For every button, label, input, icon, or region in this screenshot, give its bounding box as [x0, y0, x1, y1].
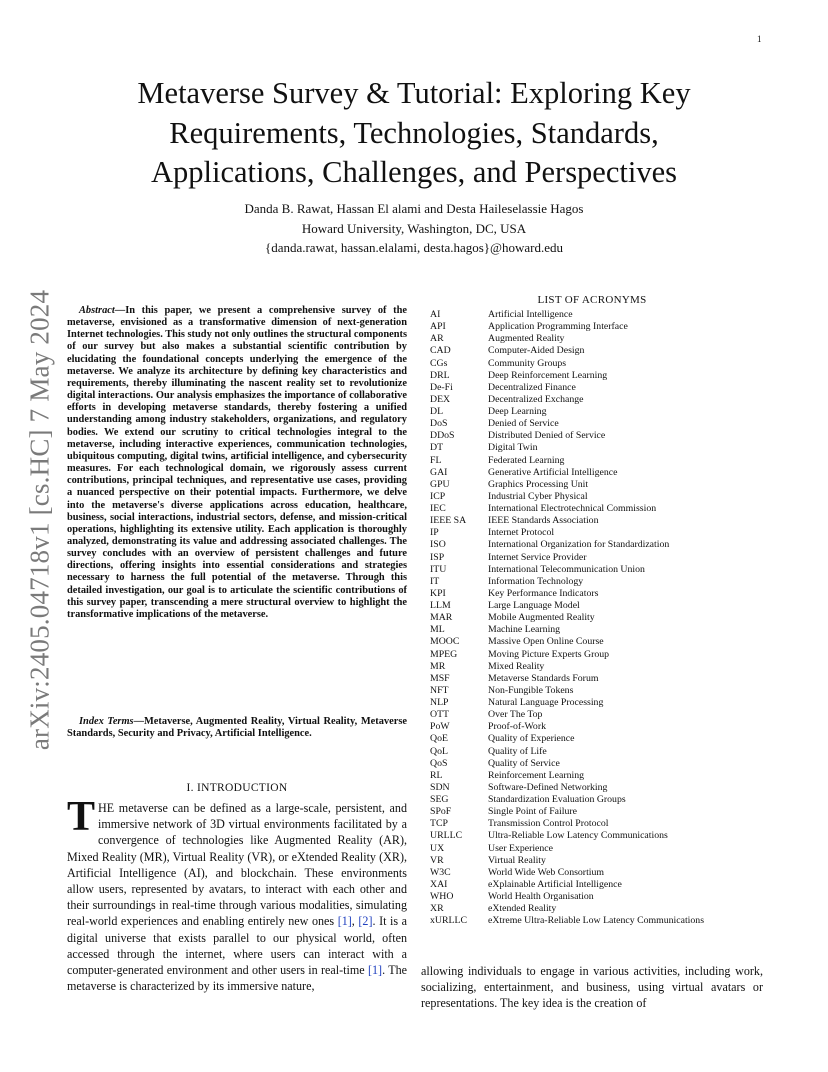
acronym-definition: Mobile Augmented Reality: [488, 612, 595, 624]
acronym-abbreviation: SEG: [430, 794, 449, 805]
acronym-definition: Information Technology: [488, 575, 584, 587]
acronym-abbreviation: XAI: [430, 878, 448, 890]
acronym-abbreviation: NLP: [430, 697, 449, 708]
acronym-abbreviation: AI: [430, 309, 441, 320]
acronym-definition: Moving Picture Experts Group: [488, 648, 610, 660]
acronym-list: [430, 309, 770, 927]
acronym-definition: IEEE Standards Association: [488, 515, 599, 527]
acronym-definition: eXtreme Ultra-Reliable Low Latency Communications: [488, 915, 705, 927]
acronym-definition: Quality of Service: [488, 757, 560, 769]
acronym-abbreviation: IP: [430, 527, 439, 539]
acronym-definition: Mixed Reality: [488, 660, 545, 672]
acronym-entry: [430, 503, 770, 515]
citation-link[interactable]: [1]: [337, 914, 352, 929]
acronym-abbreviation: W3C: [430, 866, 451, 878]
acronym-abbreviation: DL: [430, 406, 444, 417]
acronym-entry: [430, 576, 770, 588]
acronym-definition: Massive Open Online Course: [488, 636, 604, 648]
acronym-definition: World Wide Web Consortium: [488, 866, 605, 878]
acronym-entry: [430, 333, 770, 345]
acronym-entry: [430, 709, 770, 721]
acronym-entry: [430, 309, 770, 321]
acronym-entry: [430, 867, 770, 879]
acronym-abbreviation: xURLLC: [430, 915, 468, 927]
acronym-definition: Internet Protocol: [488, 527, 555, 539]
acronym-abbreviation: IEC: [430, 503, 446, 514]
acronym-abbreviation: PoW: [430, 721, 450, 733]
acronym-abbreviation: DT: [430, 442, 444, 454]
acronym-definition: Reinforcement Learning: [488, 769, 585, 781]
acronym-abbreviation: API: [430, 321, 446, 333]
acronym-definition: Large Language Model: [488, 600, 580, 611]
acronym-entry: [430, 830, 770, 842]
acronym-abbreviation: MPEG: [430, 648, 458, 660]
acronym-abbreviation: VR: [430, 854, 444, 866]
acronym-abbreviation: DRL: [430, 369, 450, 381]
acronym-abbreviation: ICP: [430, 490, 446, 502]
paper-title: [80, 74, 748, 193]
acronym-definition: Non-Fungible Tokens: [488, 684, 574, 696]
acronym-entry: [430, 527, 770, 539]
acronym-abbreviation: MOOC: [430, 636, 460, 648]
acronym-entry: [430, 746, 770, 758]
acronym-definition: Federated Learning: [488, 454, 565, 466]
acronym-definition: International Telecommunication Union: [488, 563, 645, 575]
acronym-abbreviation: TCP: [430, 818, 448, 830]
acronym-abbreviation: XR: [430, 903, 444, 915]
acronym-entry: [430, 491, 770, 503]
page-number: 1: [757, 34, 762, 44]
author-affiliation: Howard University, Washington, DC, USA: [301, 220, 527, 236]
acronym-abbreviation: SPoF: [430, 806, 452, 818]
acronym-entry: [430, 770, 770, 782]
citation-link[interactable]: [2]: [358, 914, 373, 929]
acronym-entry: [430, 855, 770, 867]
acronym-abbreviation: AR: [430, 333, 444, 345]
title-line: Metaverse Survey & Tutorial: Exploring Key: [137, 76, 691, 110]
acronym-abbreviation: ISP: [430, 551, 445, 563]
intro-text: . The metaverse is characterized by its immersive nature,: [67, 963, 407, 994]
drop-cap: T: [67, 794, 96, 840]
acronym-abbreviation: QoL: [430, 745, 448, 757]
introduction-paragraph: [67, 794, 407, 994]
acronym-definition: International Organization for Standardization: [488, 539, 670, 551]
index-terms-label: Index Terms: [79, 716, 134, 727]
acronym-definition: eXtended Reality: [488, 903, 557, 915]
acronym-entry: [430, 418, 770, 430]
acronym-definition: Augmented Reality: [488, 333, 565, 345]
acronym-definition: Graphics Processing Unit: [488, 478, 589, 490]
right-column-paragraph: allowing individuals to engage in various activities, including work, socializing, entertainment, and business, using virtual avatars or representations. The key idea is the creation of: [421, 964, 763, 1011]
acronym-abbreviation: LLM: [430, 600, 451, 611]
acronym-abbreviation: CAD: [430, 345, 451, 357]
acronym-abbreviation: DEX: [430, 393, 451, 405]
acronym-entry: [430, 782, 770, 794]
index-terms: [67, 716, 407, 740]
acronym-entry: [430, 358, 770, 370]
acronym-definition: Deep Reinforcement Learning: [488, 369, 608, 381]
acronym-entry: [430, 382, 770, 394]
acronym-entry: [430, 406, 770, 418]
acronym-entry: [430, 721, 770, 733]
acronym-definition: Natural Language Processing: [488, 697, 604, 708]
acronym-definition: Generative Artificial Intelligence: [488, 466, 618, 478]
acronym-abbreviation: IEEE SA: [430, 515, 467, 527]
acronym-definition: Proof-of-Work: [488, 721, 546, 733]
acronym-abbreviation: UX: [430, 842, 445, 854]
acronym-entry: [430, 733, 770, 745]
acronym-definition: Quality of Experience: [488, 733, 575, 745]
acronym-abbreviation: NFT: [430, 684, 449, 696]
intro-text: . It is a digital universe that exists parallel to our physical world, often accessed through the internet, where users can interact with a computer-generated environment and other users in real-time: [67, 914, 407, 978]
acronym-definition: Deep Learning: [488, 406, 547, 417]
acronym-abbreviation: GPU: [430, 478, 450, 490]
acronym-abbreviation: QoE: [430, 733, 448, 745]
acronym-abbreviation: KPI: [430, 587, 446, 599]
abstract: [67, 305, 407, 621]
acronym-abbreviation: DDoS: [430, 430, 455, 442]
acronym-abbreviation: SDN: [430, 781, 450, 793]
acronym-definition: Artificial Intelligence: [488, 309, 573, 320]
acronym-abbreviation: WHO: [430, 891, 454, 902]
acronym-entry: [430, 430, 770, 442]
acronym-definition: User Experience: [488, 842, 554, 854]
acronym-definition: Decentralized Exchange: [488, 393, 584, 405]
abstract-text: —In this paper, we present a comprehensive survey of the metaverse, envisioned as a transformative dimension of next-generation Internet technologies. This study not only outlines the structural components of our survey but also makes a substantial scientific contribution by elucidating the foundational concepts underlying the emergence of the metaverse. We analyze its architecture by defining key characteristics and requirements, thereby illuminating the nascent reality set to revolutionize digital interactions. Our analysis emphasizes the importance of collaborative efforts in developing metaverse standards, thereby fostering a unified understanding among industry stakeholders, organizations, and regulatory bodies. We extend our scrutiny to critical technologies integral to the metaverse, including interactive experiences, communication technologies, ubiquitous computing, digital twins, artificial intelligence, and cybersecurity measures. For each technological domain, we rigorously assess current contributions, principal techniques, and representative use cases, providing a nuanced perspective on their potential impacts. Furthermore, we delve into the metaverse's diverse applications across education, healthcare, business, social interactions, industrial sectors, defense, and mission-critical operations, highlighting its extensive utility. Each application is thoroughly analyzed, demonstrating its value and addressing associated challenges. The survey concludes with an overview of persistent challenges and future directions, offering insights into essential considerations and strategies necessary to harness the full potential of the metaverse. Through this detailed investigation, our goal is to articulate the scientific contributions of this survey paper, transcending a mere structural overview to highlight the transformative implications of the metaverse.: [67, 305, 407, 620]
acronym-entry: [430, 891, 770, 903]
acronym-entry: [430, 673, 770, 685]
acronym-entry: [430, 915, 770, 927]
acronym-entry: [430, 588, 770, 600]
acronym-entry: [430, 321, 770, 333]
acronym-abbreviation: QoS: [430, 757, 448, 769]
acronym-definition: eXplainable Artificial Intelligence: [488, 878, 622, 890]
intro-text: HE metaverse can be defined as a large-scale, persistent, and immersive network of 3D virtual environments facilitated by a convergence of technologies like Augmented Reality (AR), Mixed Reality (MR), Virtual Reality (VR), or eXtended Reality (XR), Artificial Intelligence (AI), and blockchain. These environments allow users, represented by avatars, to interact with each other and their surroundings in real-time through various modalities, simulating real-world experiences and enabling entirely new ones: [67, 801, 407, 929]
acronym-abbreviation: De-Fi: [430, 381, 453, 393]
acronym-entry: [430, 636, 770, 648]
acronym-definition: Metaverse Standards Forum: [488, 672, 599, 684]
acronym-entry: [430, 661, 770, 673]
acronym-abbreviation: URLLC: [430, 830, 463, 842]
acronym-definition: Application Programming Interface: [488, 321, 628, 333]
acronyms-heading: LIST OF ACRONYMS: [537, 294, 647, 306]
acronym-abbreviation: IT: [430, 575, 440, 587]
acronym-definition: Decentralized Finance: [488, 381, 576, 393]
acronym-definition: Ultra-Reliable Low Latency Communications: [488, 830, 668, 842]
acronym-definition: Quality of Life: [488, 745, 547, 757]
acronym-definition: World Health Organisation: [488, 891, 594, 902]
acronym-entry: [430, 552, 770, 564]
acronym-entry: [430, 370, 770, 382]
author-emails: {danda.rawat, hassan.elalami, desta.hagos}@howard.edu: [264, 240, 564, 255]
title-line: Requirements, Technologies, Standards,: [169, 115, 659, 150]
acronym-entry: [430, 600, 770, 612]
acronym-entry: [430, 879, 770, 891]
section-heading-introduction: I. INTRODUCTION: [186, 782, 288, 794]
acronym-definition: Standardization Evaluation Groups: [488, 794, 626, 805]
acronym-definition: Distributed Denied of Service: [488, 430, 606, 442]
acronym-abbreviation: DoS: [430, 418, 448, 430]
acronym-entry: [430, 649, 770, 661]
acronym-entry: [430, 624, 770, 636]
acronym-entry: [430, 564, 770, 576]
acronym-entry: [430, 345, 770, 357]
acronym-entry: [430, 479, 770, 491]
author-names: Danda B. Rawat, Hassan El alami and Desta Haileselassie Hagos: [244, 201, 584, 216]
acronym-entry: [430, 539, 770, 551]
acronym-abbreviation: RL: [430, 769, 443, 781]
title-line: Applications, Challenges, and Perspectives: [150, 155, 677, 189]
acronym-definition: International Electrotechnical Commission: [488, 503, 657, 514]
acronym-abbreviation: MR: [430, 660, 446, 672]
acronym-entry: [430, 467, 770, 479]
acronym-abbreviation: FL: [430, 454, 442, 466]
author-block: [80, 199, 748, 258]
index-terms-text: —Metaverse, Augmented Reality, Virtual Reality, Metaverse Standards, Security and Privacy, Artificial Intelligence.: [67, 716, 407, 740]
abstract-label: Abstract: [79, 305, 115, 316]
acronym-entry: [430, 758, 770, 770]
acronym-entry: [430, 442, 770, 454]
acronym-definition: Virtual Reality: [488, 854, 546, 866]
acronym-entry: [430, 806, 770, 818]
acronym-definition: Key Performance Indicators: [488, 587, 599, 599]
acronym-entry: [430, 794, 770, 806]
acronym-entry: [430, 394, 770, 406]
acronym-definition: Internet Service Provider: [488, 551, 587, 563]
acronym-abbreviation: ISO: [430, 539, 446, 551]
acronym-definition: Machine Learning: [488, 624, 561, 636]
acronym-entry: [430, 818, 770, 830]
acronym-definition: Over The Top: [488, 709, 543, 721]
acronym-abbreviation: ML: [430, 624, 445, 636]
acronym-entry: [430, 697, 770, 709]
arxiv-identifier-stamp: arXiv:2405.04718v1 [cs.HC] 7 May 2024: [24, 289, 55, 751]
acronym-definition: Digital Twin: [488, 442, 538, 454]
acronym-definition: Computer-Aided Design: [488, 345, 585, 357]
acronym-abbreviation: MAR: [430, 612, 453, 624]
acronym-definition: Community Groups: [488, 357, 567, 369]
acronym-abbreviation: OTT: [430, 709, 450, 721]
acronym-entry: [430, 685, 770, 697]
acronym-entry: [430, 843, 770, 855]
acronym-entry: [430, 612, 770, 624]
acronym-definition: Transmission Control Protocol: [488, 818, 609, 830]
citation-link[interactable]: [1]: [367, 963, 383, 978]
acronym-abbreviation: GAI: [430, 466, 448, 478]
acronym-abbreviation: ITU: [430, 563, 447, 575]
acronym-entry: [430, 515, 770, 527]
acronym-definition: Denied of Service: [488, 418, 559, 430]
acronym-abbreviation: CGs: [430, 357, 448, 369]
acronym-definition: Single Point of Failure: [488, 806, 577, 818]
acronym-entry: [430, 903, 770, 915]
acronym-abbreviation: MSF: [430, 672, 450, 684]
intro-text: ,: [351, 914, 359, 929]
acronym-definition: Industrial Cyber Physical: [488, 490, 588, 502]
acronym-definition: Software-Defined Networking: [488, 781, 608, 793]
acronym-entry: [430, 455, 770, 467]
